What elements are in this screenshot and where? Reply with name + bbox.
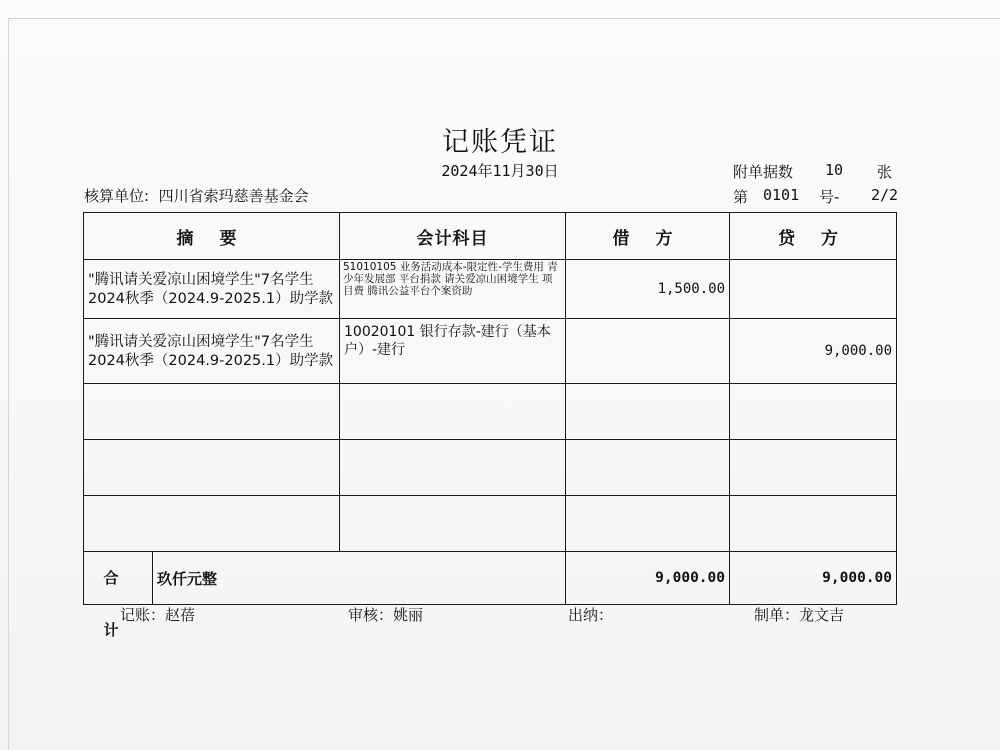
reviewer-signature: 审核：姚丽 bbox=[348, 606, 424, 624]
cashier-signature: 出纳： bbox=[568, 606, 614, 624]
preparer-signature: 制单：龙文吉 bbox=[754, 606, 845, 624]
unit-name: 四川省索玛慈善基金会 bbox=[158, 187, 309, 205]
summary-line-2: 2024秋季（2024.9-2025.1）助学款 bbox=[88, 353, 334, 369]
header-debit: 借 方 bbox=[566, 213, 730, 260]
bookkeeper-signature: 记账：赵蓓 bbox=[120, 606, 196, 624]
row-account: 51010105 业务活动成本-限定性-学生费用 青少年发展部 平台捐款 请关爱凉山困境学生 项目费 腾讯公益平台个案资助 bbox=[340, 260, 566, 319]
summary-line-2: 2024秋季（2024.9-2025.1）助学款 bbox=[88, 291, 334, 307]
number-suffix: 号- bbox=[819, 188, 840, 206]
row-summary bbox=[84, 319, 340, 384]
total-credit: 9,000.00 bbox=[730, 552, 897, 605]
attachments-unit: 张 bbox=[877, 163, 893, 181]
empty-row bbox=[84, 384, 897, 440]
row-debit: 1,500.00 bbox=[566, 260, 730, 319]
table-row bbox=[84, 260, 897, 319]
row-credit: 9,000.00 bbox=[730, 319, 897, 384]
summary-line-1: "腾讯请关爱凉山困境学生"7名学生 bbox=[88, 272, 314, 288]
row-debit bbox=[566, 319, 730, 384]
voucher-title: 记账凭证 bbox=[442, 127, 558, 158]
voucher-date: 2024年11月30日 bbox=[441, 162, 559, 180]
attachments-label: 附单据数 bbox=[733, 163, 794, 181]
header-credit: 贷 方 bbox=[730, 213, 897, 260]
number-prefix: 第 bbox=[733, 188, 749, 206]
paper-edge-top bbox=[8, 18, 1000, 19]
empty-row bbox=[84, 496, 897, 552]
empty-row bbox=[84, 440, 897, 496]
unit-label: 核算单位: bbox=[84, 187, 150, 205]
total-amount-words: 玖仟元整 bbox=[157, 569, 218, 588]
voucher-number: 0101 bbox=[763, 186, 800, 204]
voucher-page: 2/2 bbox=[871, 186, 899, 204]
table-header-row bbox=[84, 213, 897, 260]
row-credit bbox=[730, 260, 897, 319]
attachments-count: 10 bbox=[825, 161, 844, 179]
total-row bbox=[84, 552, 897, 605]
total-debit: 9,000.00 bbox=[566, 552, 730, 605]
total-label: 合 计 bbox=[84, 552, 153, 604]
table-row bbox=[84, 319, 897, 384]
row-account: 10020101 银行存款-建行（基本户）-建行 bbox=[340, 319, 566, 384]
summary-line-1: "腾讯请关爱凉山困境学生"7名学生 bbox=[88, 334, 314, 350]
accounting-unit bbox=[84, 185, 309, 206]
header-summary: 摘 要 bbox=[84, 213, 340, 260]
row-summary bbox=[84, 260, 340, 319]
header-account: 会计科目 bbox=[340, 213, 566, 260]
